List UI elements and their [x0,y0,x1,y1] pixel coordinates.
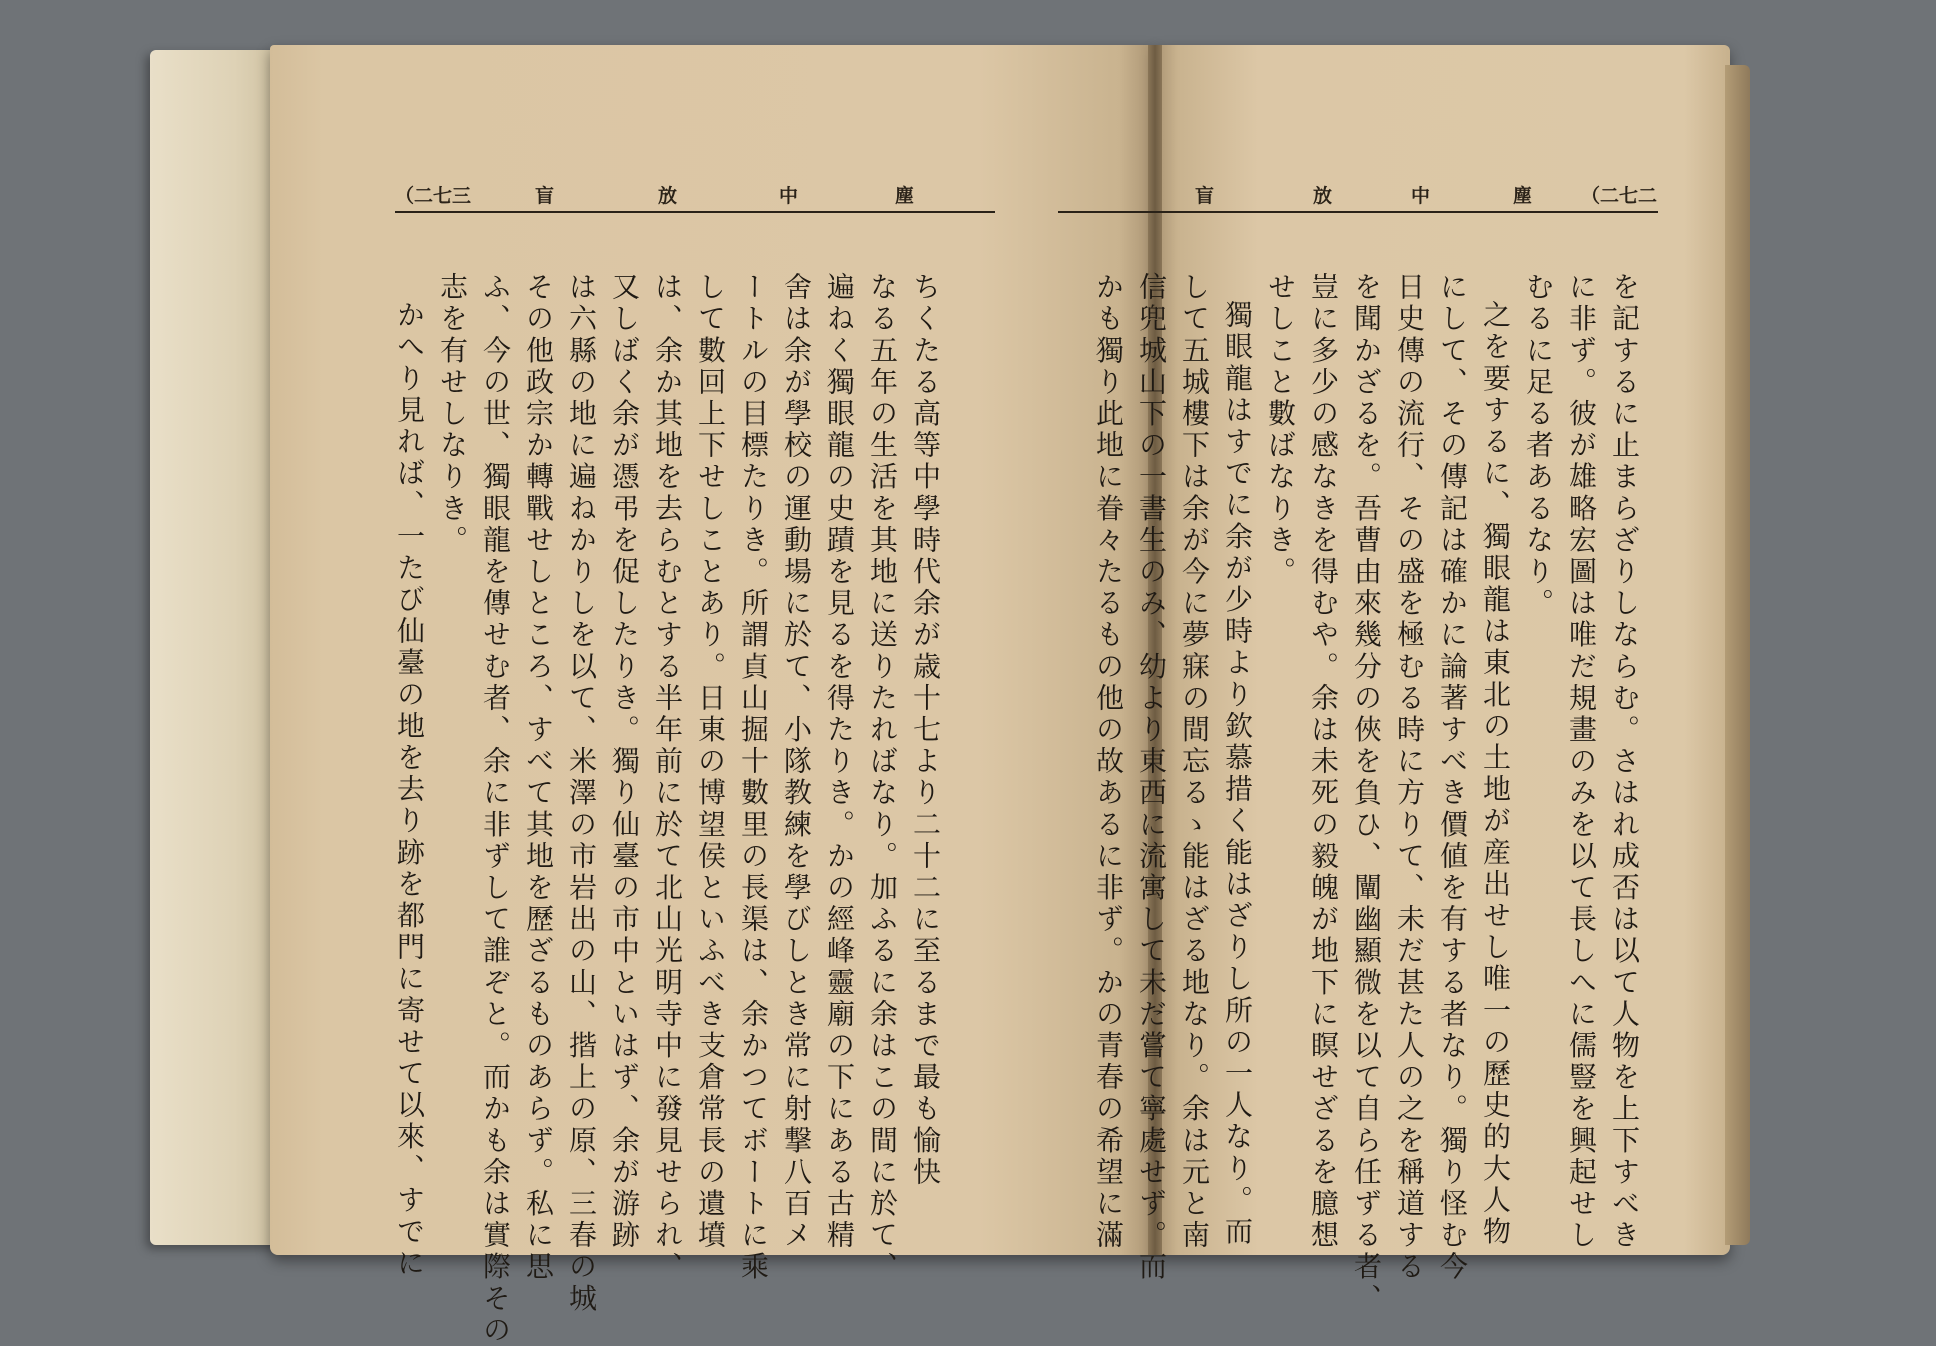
text-column: して五城樓下は余が今に夢寐の間忘るゝ能はざる地なり。余は元と南 [1178,272,1211,1252]
left-header-char: 盲 [535,185,555,207]
text-column: 信兜城山下の一書生のみ、幼より東西に流寓して未だ嘗て寧處せず。而 [1135,272,1168,1284]
left-page-number: （二七三 [395,185,472,207]
right-header-char: 塵 [1513,185,1533,207]
text-column: かへり見れば、一たび仙臺の地を去り跡を都門に寄せて以來、すでに [393,300,426,1280]
text-column: 獨眼龍はすでに余が少時より欽慕措く能はざりし所の一人なり。而 [1221,300,1254,1248]
text-column: 豈に多少の感なきを得むや。余は未死の毅魄が地下に瞑せざるを臆想 [1307,272,1340,1252]
text-column: は、余か其地を去らむとする半年前に於て北山光明寺中に發見せられ、 [651,272,684,1284]
page-block-edge [150,50,290,1245]
left-header-char: 放 [658,185,678,207]
left-page-body [393,272,995,1346]
left-header-char: 塵 [895,185,915,207]
right-page-number: （二七二 [1581,185,1658,207]
left-header-char: 中 [779,185,799,207]
right-header-char: 盲 [1195,185,1215,207]
text-column: 又しばく余が憑弔を促したりき。獨り仙臺の市中といはず、余が游跡 [608,272,641,1252]
text-column: その他政宗か轉戰せしところ、すべて其地を歷ざるものあらず。私に思 [522,272,555,1284]
text-column: せしこと數ばなりき。 [1264,272,1297,588]
text-column: かも獨り此地に眷々たるもの他の故あるに非ず。かの青春の希望に滿 [1092,272,1125,1252]
left-running-header [395,175,995,213]
text-column: にして、その傳記は確かに論著すべき價値を有する者なり。獨り怪む今 [1436,272,1469,1284]
text-column: ちくたる高等中學時代余が歳十七より二十二に至るまで最も愉快 [909,272,942,1189]
text-column: ートルの目標たりき。所謂貞山掘十數里の長渠は、余かつてボートに乘 [737,272,770,1284]
right-running-header [1058,175,1658,213]
text-column: 日史傳の流行、その盛を極むる時に方りて、未だ甚た人の之を稱道する [1393,272,1426,1284]
text-column: 舍は余が學校の運動場に於て、小隊教練を學びしとき常に射撃八百メ [780,272,813,1252]
text-column: は六縣の地に遍ねかりしを以て、米澤の市岩出の山、揩上の原、三春の城 [565,272,598,1315]
text-column: 志を有せしなりき。 [436,272,469,557]
right-header-char: 中 [1411,185,1431,207]
text-column: を聞かざるを。吾曹由來幾分の俠を負ひ、闡幽顯微を以て自ら任ずる者、 [1350,272,1383,1315]
text-column: なる五年の生活を其地に送りたればなり。加ふるに余はこの間に於て、 [866,272,899,1284]
text-column: むるに足る者あるなり。 [1522,272,1555,620]
right-header-char: 放 [1313,185,1333,207]
text-column: ふ、今の世、獨眼龍を傳せむ者、余に非ずして誰ぞと。而かも余は實際その [479,272,512,1346]
text-column: 遍ねく獨眼龍の史蹟を見るを得たりき。かの經峰靈廟の下にある古精 [823,272,856,1252]
right-page-body [1060,272,1660,1315]
text-column: に非ず。彼が雄略宏圖は唯だ規畫のみを以て長しへに儒豎を興起せし [1565,272,1598,1252]
text-column: 之を要するに、獨眼龍は東北の土地が産出せし唯一の歷史的大人物 [1479,300,1512,1248]
right-page-edge [1725,65,1750,1245]
text-column: を記するに止まらざりしならむ。さはれ成否は以て人物を上下すべき [1608,272,1641,1252]
text-column: して數回上下せしことあり。日東の博望侯といふべき支倉常長の遺墳 [694,272,727,1252]
